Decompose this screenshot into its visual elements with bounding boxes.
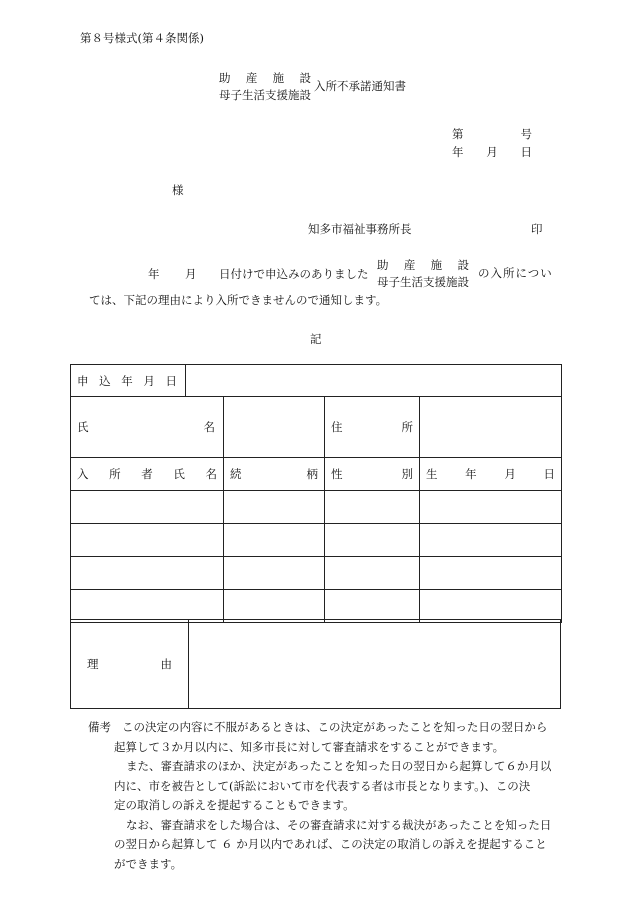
value-application-date[interactable] xyxy=(186,365,562,397)
remarks-line: なお、審査請求をした場合は、その審査請求に対する裁決があったことを知った日 xyxy=(126,817,552,832)
label-char: 続 xyxy=(230,467,242,481)
title-facility-line2: 母子生活支援施設 xyxy=(219,88,311,102)
body-year: 年 xyxy=(148,267,160,281)
form-number: 第８号様式(第４条関係) xyxy=(80,31,204,45)
label-char: 別 xyxy=(401,467,413,481)
body-facility-char: 施 xyxy=(430,258,443,272)
table-row-headers xyxy=(71,458,562,491)
issuer: 知多市福祉事務所長 xyxy=(308,222,412,236)
application-table xyxy=(70,364,562,623)
label-char: 者 xyxy=(141,467,153,481)
label-char: 日 xyxy=(543,467,555,481)
doc-number-go: 号 xyxy=(520,127,532,141)
cell-birth-date[interactable] xyxy=(420,524,562,557)
body-month: 月 xyxy=(185,267,197,281)
value-name[interactable] xyxy=(224,397,325,458)
cell-entrant-name[interactable] xyxy=(71,590,224,623)
header-entrant-name xyxy=(71,458,224,491)
label-application-date xyxy=(71,365,186,397)
body-facility-char: 産 xyxy=(403,258,416,272)
label-name xyxy=(71,397,224,458)
ki-mark: 記 xyxy=(310,332,322,346)
value-address[interactable] xyxy=(420,397,562,458)
cell-relationship[interactable] xyxy=(224,524,325,557)
body-text3: ては、下記の理由により入所できませんので通知します。 xyxy=(89,293,388,307)
cell-birth-date[interactable] xyxy=(420,491,562,524)
body-text1: 日付けで申込みのありました xyxy=(219,267,369,281)
table-row xyxy=(71,557,562,590)
label-char: 月 xyxy=(504,467,516,481)
cell-gender[interactable] xyxy=(325,491,420,524)
label-char: 年 xyxy=(465,467,477,481)
label-char: 名 xyxy=(203,420,215,434)
addressee-suffix: 様 xyxy=(172,183,184,197)
cell-entrant-name[interactable] xyxy=(71,524,224,557)
remarks xyxy=(88,718,563,874)
label-char: 入 xyxy=(77,467,89,481)
body-facility-char: 設 xyxy=(457,258,469,272)
date-month: 月 xyxy=(486,145,498,159)
remarks-line: また、審査請求のほか、決定があったことを知った日の翌日から起算して６か月以 xyxy=(126,759,552,773)
table-row xyxy=(71,491,562,524)
value-reason[interactable] xyxy=(189,620,561,709)
label-char: 性 xyxy=(331,467,343,481)
seal-mark: 印 xyxy=(531,222,543,236)
doc-number-dai: 第 xyxy=(452,127,464,141)
header-gender xyxy=(325,458,420,491)
header-birth-date xyxy=(420,458,562,491)
remarks-line: ができます。 xyxy=(114,856,183,871)
title-char: 設 xyxy=(299,71,311,85)
title-suffix: 入所不承諾通知書 xyxy=(314,79,406,93)
issue-date xyxy=(452,144,532,160)
body-facility-char: 助 xyxy=(377,258,389,272)
cell-gender[interactable] xyxy=(325,524,420,557)
table-row-application-date xyxy=(71,365,562,397)
label-char: 柄 xyxy=(306,467,318,481)
table-row xyxy=(71,524,562,557)
remarks-line: 定の取消しの訴えを提起することもできます。 xyxy=(114,798,355,812)
cell-gender[interactable] xyxy=(325,557,420,590)
table-row xyxy=(71,590,562,623)
label-char: 住 xyxy=(331,420,343,434)
label-char: 理 xyxy=(87,657,99,671)
label-char: 由 xyxy=(160,657,172,671)
label-char: 月 xyxy=(143,373,155,388)
table-row-reason xyxy=(71,620,561,709)
remarks-line: の翌日から起算して ６ か月以内であれば、この決定の取消しの訴えを提起すること xyxy=(114,837,547,851)
cell-entrant-name[interactable] xyxy=(71,491,224,524)
title-facility-line1 xyxy=(219,70,311,87)
cell-entrant-name[interactable] xyxy=(71,557,224,590)
label-char: 生 xyxy=(426,467,438,481)
body-facility xyxy=(377,257,469,291)
body-facility-line1 xyxy=(377,257,469,274)
date-day: 日 xyxy=(520,145,532,159)
doc-number xyxy=(452,126,532,142)
label-char: 込 xyxy=(99,373,111,388)
cell-birth-date[interactable] xyxy=(420,557,562,590)
label-char: 申 xyxy=(77,373,89,388)
cell-relationship[interactable] xyxy=(224,590,325,623)
title-facility xyxy=(219,70,311,104)
label-char: 氏 xyxy=(77,420,89,434)
title-char: 助 xyxy=(219,71,231,85)
date-year: 年 xyxy=(452,145,464,159)
label-char: 名 xyxy=(205,467,217,481)
remarks-line: 起算して３か月以内に、知多市長に対して審査請求をすることができます。 xyxy=(114,739,505,754)
label-char: 氏 xyxy=(173,467,185,481)
cell-gender[interactable] xyxy=(325,590,420,623)
label-char: 所 xyxy=(401,420,413,434)
body-text2: の入所につい xyxy=(478,266,553,280)
label-char: 年 xyxy=(121,373,133,388)
remarks-heading: 備考 xyxy=(88,720,111,734)
cell-birth-date[interactable] xyxy=(420,590,562,623)
header-relationship xyxy=(224,458,325,491)
label-address xyxy=(325,397,420,458)
cell-relationship[interactable] xyxy=(224,491,325,524)
label-reason xyxy=(71,620,189,709)
remarks-line: 内に、市を被告として(訴訟において市を代表する者は市長となります。)、この決 xyxy=(114,778,531,793)
body-facility-line2: 母子生活支援施設 xyxy=(377,275,469,289)
table-row-name-address xyxy=(71,397,562,458)
remarks-line xyxy=(88,718,563,738)
title-char: 施 xyxy=(272,71,285,85)
label-char: 日 xyxy=(165,373,177,388)
remarks-text: この決定の内容に不服があるときは、この決定があったことを知った日の翌日から xyxy=(121,720,548,734)
reason-table xyxy=(70,619,561,709)
title-char: 産 xyxy=(245,71,258,85)
label-char: 所 xyxy=(109,467,121,481)
cell-relationship[interactable] xyxy=(224,557,325,590)
